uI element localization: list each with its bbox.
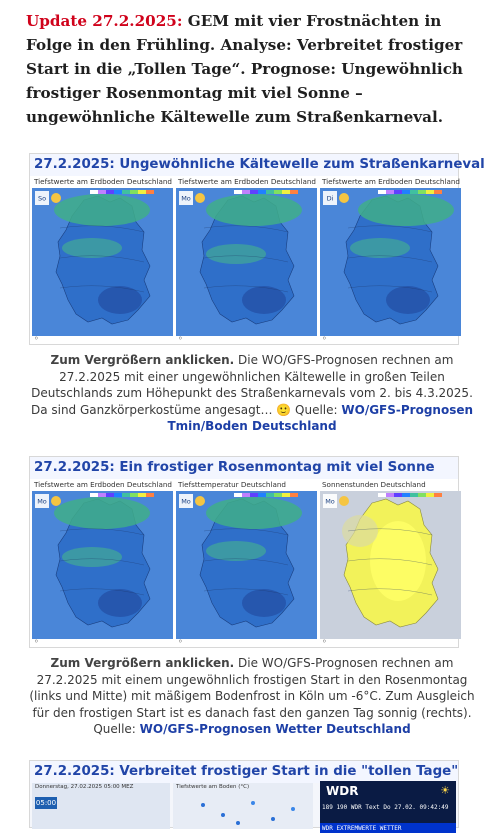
- figure-panel[interactable]: [29, 456, 459, 648]
- figure-kaeltewelle[interactable]: [29, 153, 485, 345]
- figure-title: 27.2.2025: Ungewöhnliche Kältewelle zum Straßenkarneval: [30, 154, 458, 176]
- forecast-map[interactable]: [176, 188, 317, 336]
- wdr-ticker: [320, 823, 456, 833]
- source-link[interactable]: WO/GFS-Prognosen Wetter Deutschland: [139, 722, 411, 736]
- map-label: Donnerstag, 27.02.2025 05:00 MEZ: [35, 784, 134, 790]
- map-footer: ⚪: [34, 336, 39, 342]
- figure-caption: [26, 352, 478, 435]
- map-label: Tiefstwerte am Erdboden Deutschland: [178, 177, 316, 186]
- map-thumb[interactable]: [173, 783, 313, 829]
- figure-title: 27.2.2025: Verbreitet frostiger Start in die "tollen Tage": [30, 761, 458, 783]
- weather-sun-icon: ☀: [440, 784, 450, 797]
- map-footer: ⚪: [178, 336, 183, 342]
- wdr-ticker-text: WDR EXTREMWERTE WETTER: [322, 825, 402, 832]
- caption-enlarge-hint: Zum Vergrößern anklicken.: [50, 353, 235, 367]
- figure-title: 27.2.2025: Ein frostiger Rosenmontag mit viel Sonne: [30, 457, 458, 479]
- day-label: Di: [326, 194, 334, 203]
- map-label: Tiefstwerte am Boden (°C): [176, 784, 250, 790]
- map-cell[interactable]: [176, 479, 317, 646]
- article-headline: [26, 9, 478, 129]
- figure-rosenmontag[interactable]: [29, 456, 459, 648]
- map-footer: ⚪: [322, 639, 327, 645]
- headline-text: GEM mit vier Frostnächten in Folge in den Frühling. Analyse: Verbreitet frostiger Start in die „Tollen Tage“. Prognose: Ungewöhnlich frostiger Rosenmontag mit viel Sonne – ungewöhnliche Kältewelle zum Straßenkarneval.: [26, 12, 463, 126]
- map-label: Tiefstwerte am Erdboden Deutschland: [322, 177, 460, 186]
- map-thumb[interactable]: [32, 783, 170, 829]
- map-row: [30, 176, 458, 343]
- frost-map-graphic: [320, 188, 461, 336]
- figure-panel[interactable]: [29, 760, 459, 832]
- frost-map-graphic: [176, 188, 317, 336]
- frost-map-graphic: [176, 491, 317, 639]
- forecast-map[interactable]: [32, 188, 173, 336]
- map-footer: ⚪: [34, 639, 39, 645]
- day-label: So: [37, 194, 47, 203]
- map-footer: ⚪: [178, 639, 183, 645]
- map-cell[interactable]: [176, 176, 317, 343]
- figure-tolle-tage[interactable]: [29, 760, 459, 832]
- day-label: Mo: [181, 497, 191, 506]
- forecast-map[interactable]: [320, 491, 461, 639]
- map-label: Sonnenstunden Deutschland: [322, 480, 426, 489]
- caption-text: Die WO/GFS-Prognosen rechnen am 27.2.2025 mit einer ungewöhnlichen Kältewelle in großen Teilen Deutschlands zum Höhepunkt des Straßenkarnevals vom 2. bis 4.3.2025. Da sind Ganzkörperkostüme angesagt… 🙂 Quelle:: [30, 353, 473, 417]
- forecast-map[interactable]: [320, 188, 461, 336]
- wdr-teletext-thumb[interactable]: [320, 781, 456, 833]
- day-label: Mo: [325, 497, 335, 506]
- day-label: Mo: [181, 194, 191, 203]
- station-dots: [173, 795, 313, 829]
- time-badge: 05:00: [35, 799, 57, 807]
- map-row: [30, 479, 458, 646]
- frost-map-graphic: [32, 188, 173, 336]
- map-label: Tiefsttemperatur Deutschland: [178, 480, 286, 489]
- map-cell[interactable]: [320, 176, 461, 343]
- caption-enlarge-hint: Zum Vergrößern anklicken.: [50, 656, 235, 670]
- figure-caption: [26, 655, 478, 738]
- frost-map-graphic: [32, 491, 173, 639]
- wdr-header-line: 189 190 WDR Text Do 27.02. 09:42:49: [322, 804, 449, 811]
- forecast-map[interactable]: [32, 491, 173, 639]
- wdr-logo: WDR: [326, 784, 359, 798]
- map-label: Tiefstwerte am Erdboden Deutschland: [34, 177, 172, 186]
- figure-panel[interactable]: [29, 153, 485, 345]
- source-link[interactable]: WO/GFS-Prognosen Tmin/Boden Deutschland: [167, 402, 474, 433]
- map-footer: ⚪: [322, 336, 327, 342]
- headline-date: Update 27.2.2025:: [26, 12, 183, 30]
- sunshine-map-graphic: [320, 491, 461, 639]
- map-label: Tiefstwerte am Erdboden Deutschland: [34, 480, 172, 489]
- day-label: Mo: [37, 497, 47, 506]
- map-cell[interactable]: [32, 479, 173, 646]
- map-cell[interactable]: [320, 479, 461, 646]
- caption-text: Die WO/GFS-Prognosen rechnen am 27.2.2025 mit einem ungewöhnlich frostigen Start in den Rosenmontag (links und Mitte) mit mäßigem Bodenfrost in Köln um -6°C. Zum Ausgleich für den frostigen Start ist es danach fast den ganzen Tag sonnig (rechts). Quelle:: [29, 656, 475, 736]
- map-cell[interactable]: [32, 176, 173, 343]
- forecast-map[interactable]: [176, 491, 317, 639]
